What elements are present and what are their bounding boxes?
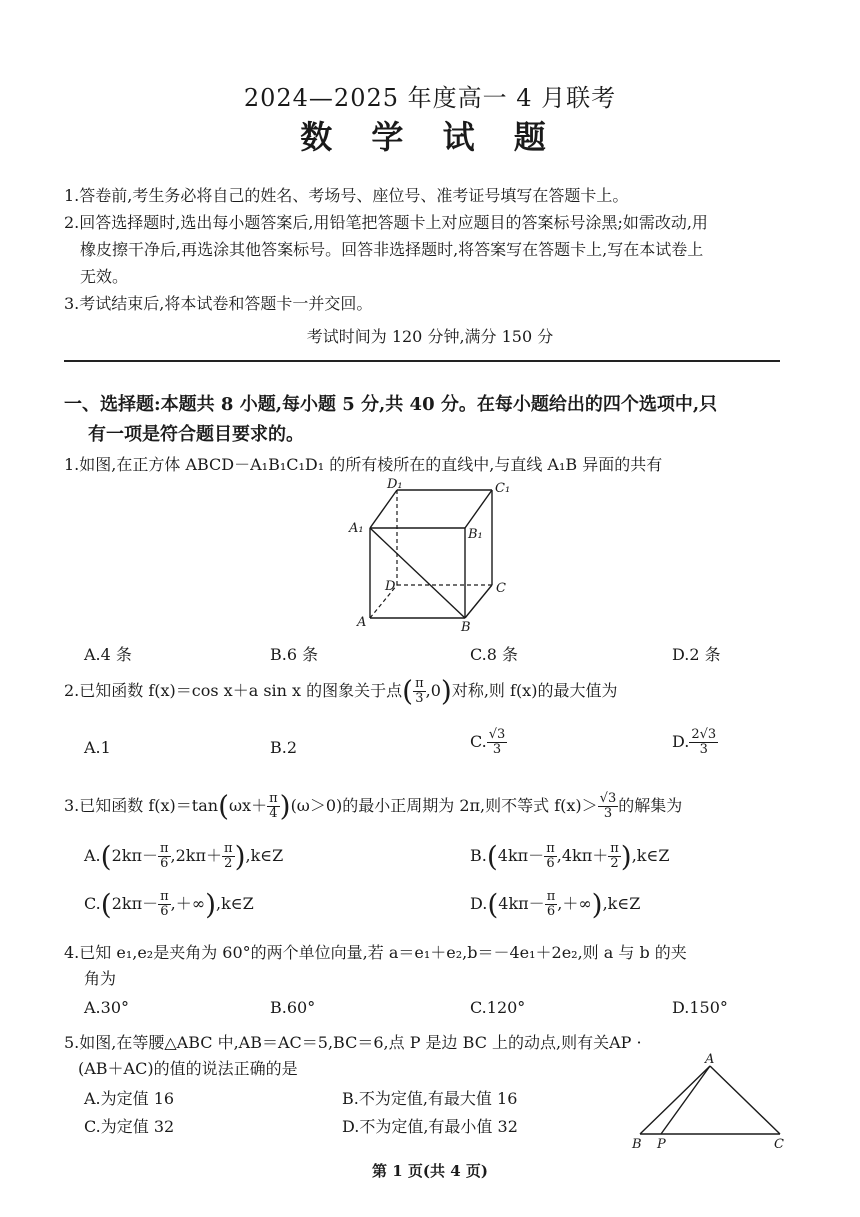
q5-option-a: A.为定值 16	[84, 1089, 175, 1108]
q3-inner-a: ωx＋	[229, 796, 268, 815]
q4-stem-1: 4.已知 e₁,e₂是夹角为 60°的两个单位向量,若 a＝e₁＋e₂,b＝－4e₁＋2e₂,则 a 与 b 的夹	[64, 943, 687, 962]
q1-option-d: D.2 条	[672, 645, 721, 664]
q5-stem-2: (AB＋AC)的值的说法正确的是	[78, 1059, 298, 1078]
side-ab	[640, 1066, 710, 1134]
q2-option-c-prefix: C.	[470, 732, 487, 751]
label-c: C	[774, 1137, 784, 1152]
q3-option-b: B.(4kπ－ $\frac{\pi}{6}$ ,4kπ＋ $\frac{\pi}{2}$ ),k∈Z	[470, 840, 670, 873]
q3-inner-den: 4	[269, 806, 278, 821]
instruction-2-end: 无效。	[80, 267, 129, 286]
q3-stem-b: (ω＞0)的最小正周期为 2π,则不等式 f(x)＞	[290, 796, 598, 815]
cube-figure	[345, 478, 520, 633]
q3-option-d: D.(4kπ－ $\frac{\pi}{6}$ ,＋∞),k∈Z	[470, 888, 641, 921]
q3-inner-num: π	[269, 791, 278, 806]
exam-title: 2024—2025 年度高一 4 月联考	[243, 84, 617, 112]
instruction-3: 3.考试结束后,将本试卷和答题卡一并交回。	[64, 294, 373, 313]
q5-option-b: B.不为定值,有最大值 16	[342, 1089, 518, 1108]
side-ac	[710, 1066, 780, 1134]
q2-option-d-den: 3	[699, 742, 708, 757]
label-a1: A₁	[349, 521, 364, 536]
label-b: B	[461, 620, 471, 633]
q5-stem-1: 5.如图,在等腰△ABC 中,AB＝AC＝5,BC＝6,点 P 是边 BC 上的动点,则有关AP ·	[64, 1033, 642, 1052]
diagonal-a1b	[370, 528, 465, 618]
header-divider	[64, 360, 780, 362]
q2-option-d-num: 2√3	[691, 727, 717, 742]
label-b1: B₁	[468, 527, 483, 542]
q3-option-a: A.(2kπ－ $\frac{\pi}{6}$ ,2kπ＋ $\frac{\pi}{2}$ ),k∈Z	[84, 840, 284, 873]
label-a: A	[705, 1052, 715, 1067]
q2-option-c-den: 3	[492, 742, 502, 757]
q2-stem-a: 2.已知函数 f(x)＝cos x＋a sin x 的图象关于点	[64, 681, 403, 700]
segment-ap	[661, 1066, 710, 1134]
label-p: P	[657, 1137, 666, 1152]
q5-option-d: D.不为定值,有最小值 32	[342, 1117, 518, 1136]
q1-option-c: C.8 条	[470, 645, 519, 664]
q3-stem-c: 的解集为	[618, 796, 683, 815]
q2-stem-b: 对称,则 f(x)的最大值为	[451, 681, 618, 700]
label-c: C	[496, 581, 506, 596]
label-d: D	[385, 579, 396, 594]
instructions	[64, 182, 784, 317]
q4-option-a: A.30°	[84, 998, 129, 1017]
q5-option-c: C.为定值 32	[84, 1117, 175, 1136]
instruction-2-cont: 橡皮擦干净后,再选涂其他答案标号。回答非选择题时,将答案写在答题卡上,写在本试卷上	[80, 240, 704, 259]
q2-point-tail: ,0	[425, 681, 441, 700]
instruction-1: 1.答卷前,考生务必将自己的姓名、考场号、座位号、准考证号填写在答题卡上。	[64, 186, 629, 205]
instruction-2: 2.回答选择题时,选出每小题答案后,用铅笔把答题卡上对应题目的答案标号涂黑;如需改动,用	[64, 213, 708, 232]
subject-title: 数 学 试 题	[300, 118, 560, 156]
q1-option-a: A.4 条	[84, 645, 132, 664]
q2-option-b: B.2	[270, 738, 298, 757]
q3-stem: 3.已知函数 f(x)＝tan(ωx＋ $\frac{\pi}{4}$ )(ω＞0)的最小正周期为 2π,则不等式 f(x)＞ $\frac{√3}{3}$ 的解集为	[64, 789, 683, 823]
section-heading	[64, 390, 794, 450]
q2-stem: 2.已知函数 f(x)＝cos x＋a sin x 的图象关于点( $\frac{\pi}{3}$ ,0)对称,则 f(x)的最大值为	[64, 674, 618, 708]
q2-point-num: π	[415, 676, 424, 691]
label-a: A	[357, 615, 367, 630]
q4-stem-2: 角为	[84, 969, 117, 988]
q2-option-a: A.1	[84, 738, 111, 757]
q4-option-c: C.120°	[470, 998, 526, 1017]
edge-bc	[465, 585, 492, 618]
q2-option-c-num: √3	[488, 727, 506, 742]
label-d1: D₁	[387, 478, 403, 492]
q4-option-d: D.150°	[672, 998, 728, 1017]
q3-rhs-den: 3	[603, 806, 613, 821]
section-line-1: 一、选择题:本题共 8 小题,每小题 5 分,共 40 分。在每小题给出的四个选项中,只	[64, 394, 718, 415]
q2-option-d	[672, 728, 718, 757]
q3-stem-a: 3.已知函数 f(x)＝tan	[64, 796, 219, 815]
q3-option-c: C.(2kπ－ $\frac{\pi}{6}$ ,＋∞),k∈Z	[84, 888, 254, 921]
label-b: B	[632, 1137, 642, 1152]
triangle-figure	[628, 1052, 788, 1152]
edge-b1c1	[465, 490, 492, 528]
edge-a1d1	[370, 490, 397, 528]
q2-option-c	[470, 728, 507, 757]
q3-rhs-num: √3	[599, 791, 617, 806]
q4-option-b: B.60°	[270, 998, 316, 1017]
exam-time: 考试时间为 120 分钟,满分 150 分	[306, 327, 554, 346]
q2-option-d-prefix: D.	[672, 732, 690, 751]
q1-stem: 1.如图,在正方体 ABCD－A₁B₁C₁D₁ 的所有棱所在的直线中,与直线 A₁B 异面的共有	[64, 455, 663, 474]
page-footer: 第 1 页(共 4 页)	[372, 1162, 488, 1180]
section-line-2: 有一项是符合题目要求的。	[88, 424, 304, 445]
label-c1: C₁	[495, 481, 511, 496]
q2-point-den: 3	[415, 691, 424, 706]
q1-option-b: B.6 条	[270, 645, 319, 664]
